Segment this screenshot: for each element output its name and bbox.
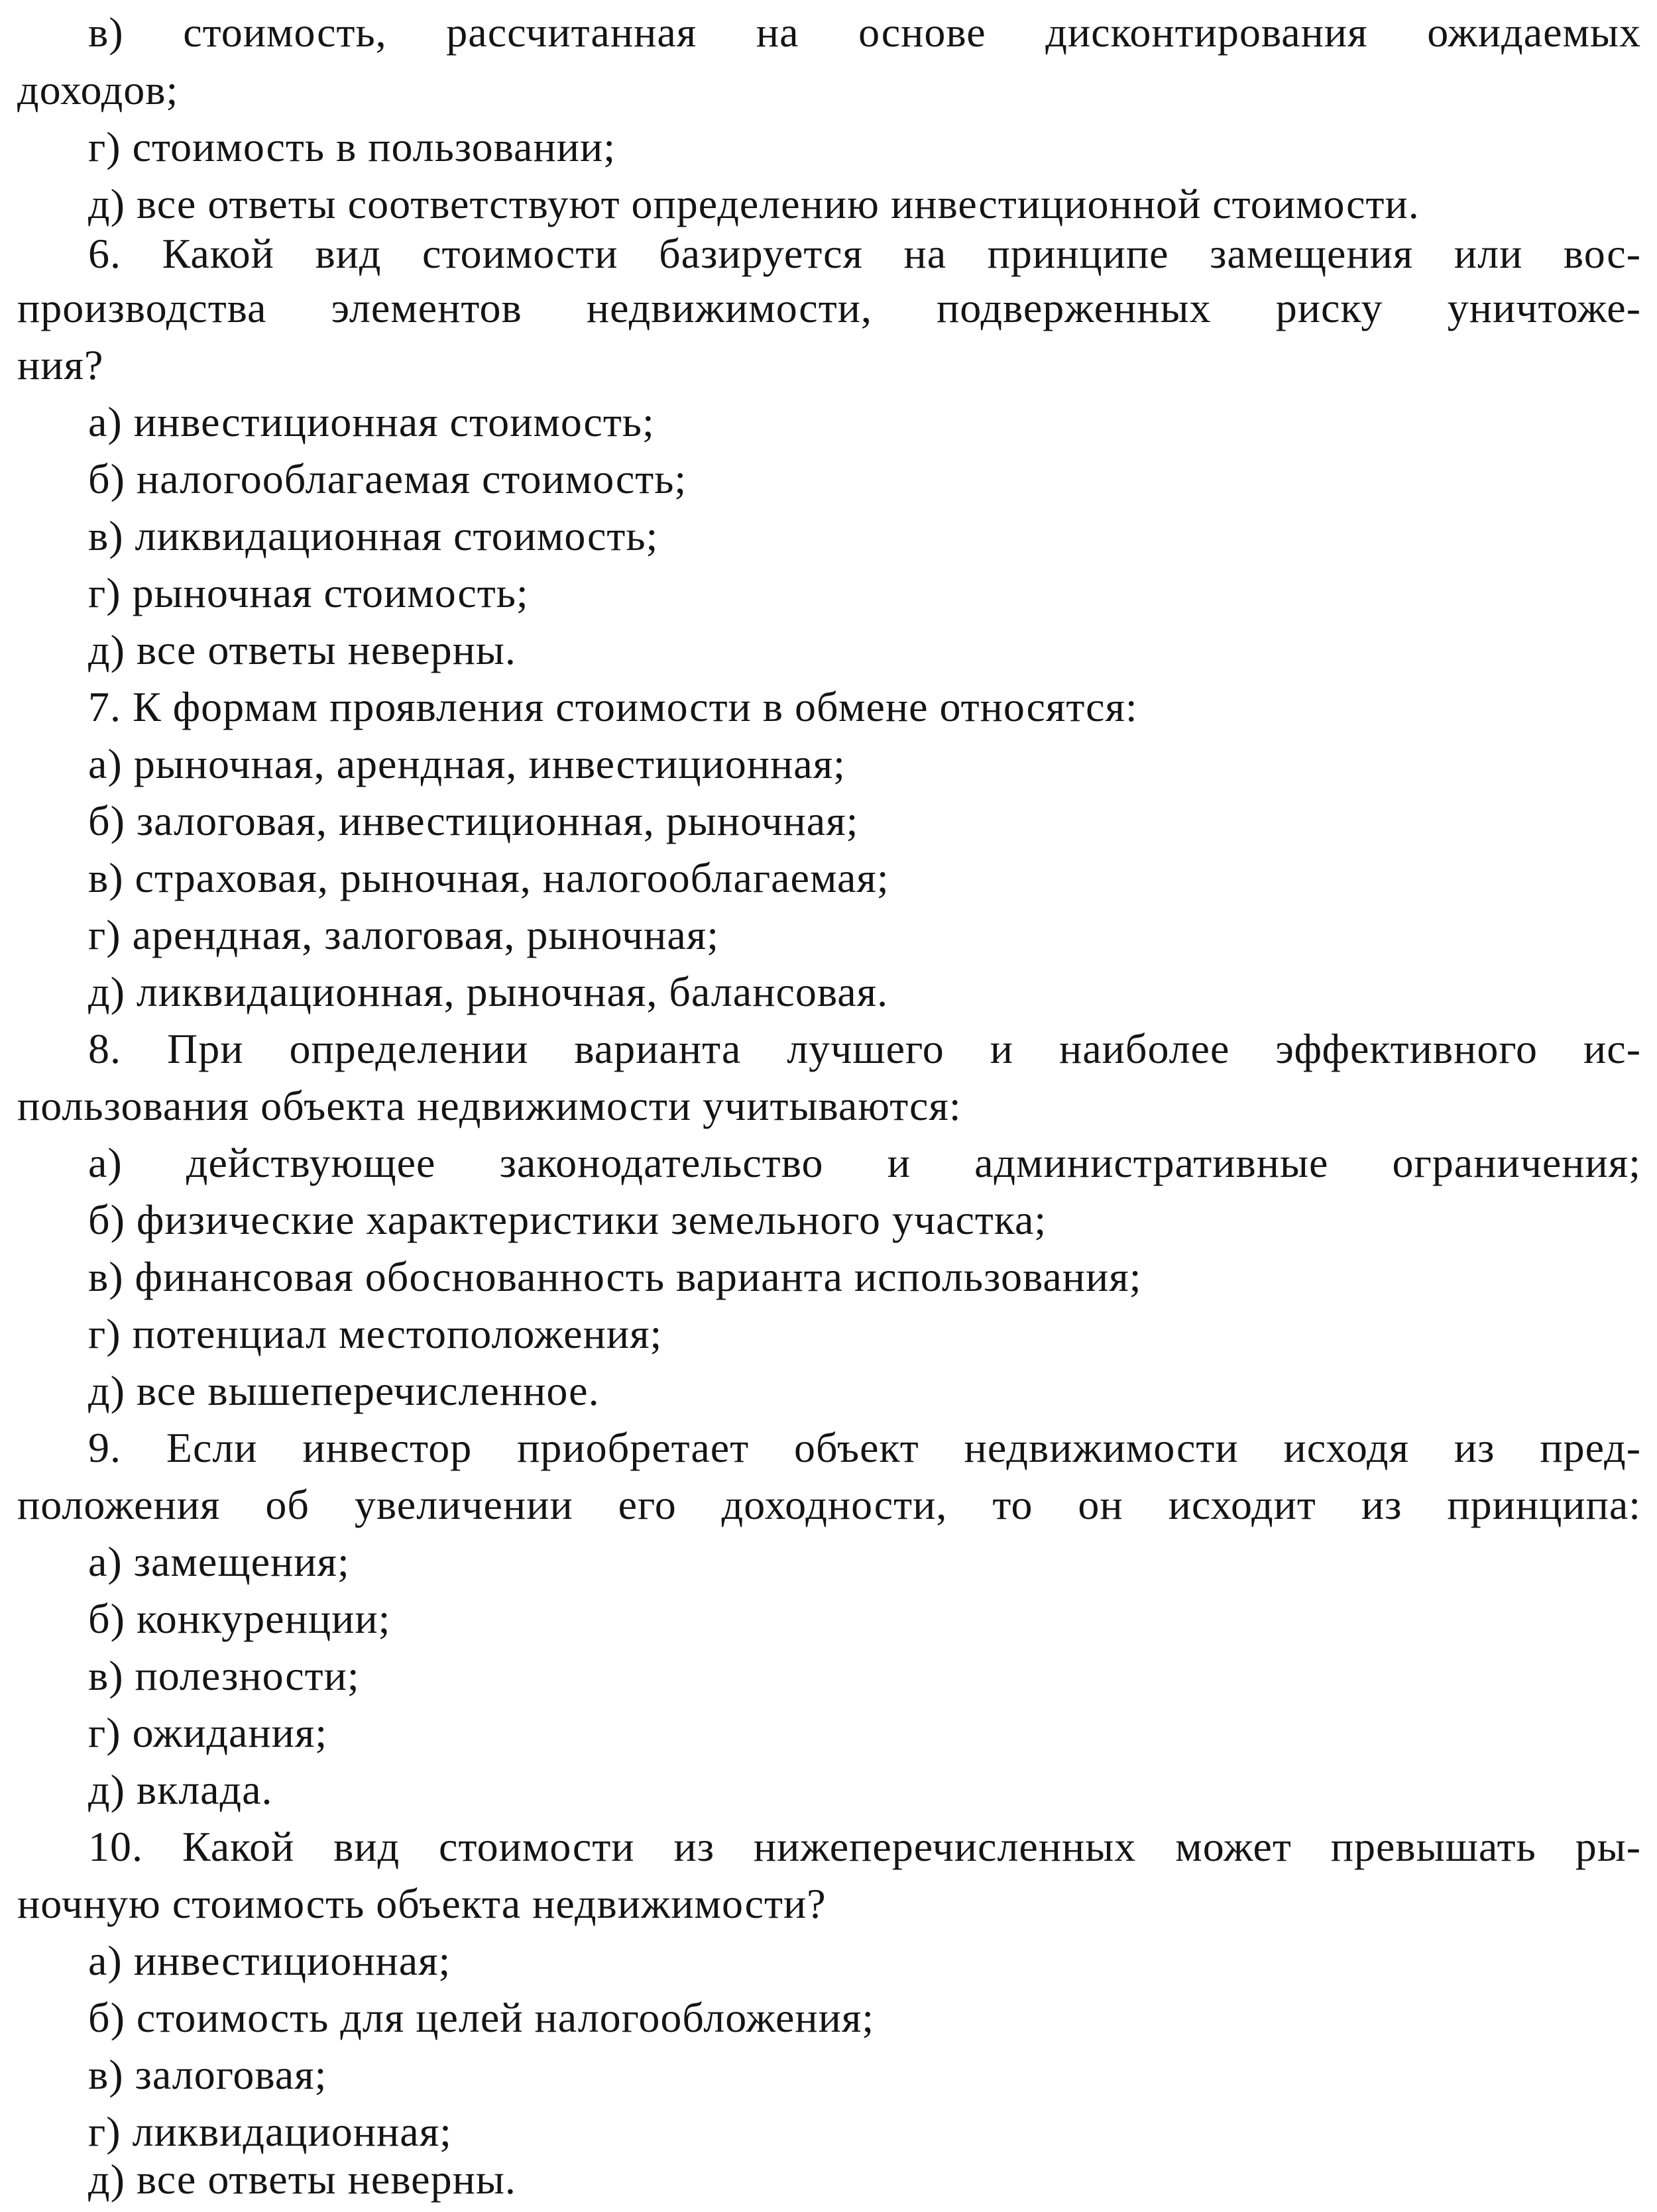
option-continued-v-line1: в) стоимость, рассчитанная на основе дисконтирования ожидаемых <box>88 9 1641 56</box>
question-6-option-g: г) рыночная стоимость; <box>88 569 529 616</box>
question-7-option-v: в) страховая, рыночная, налогооблагаемая; <box>88 854 889 901</box>
question-6-line3: ния? <box>17 341 104 388</box>
question-10-line1: 10. Какой вид стоимости из нижеперечисленных может превышать ры- <box>88 1823 1641 1870</box>
question-8-option-b: б) физические характеристики земельного участка; <box>88 1196 1047 1243</box>
question-8-line2: пользования объекта недвижимости учитываются: <box>17 1082 962 1129</box>
question-8-option-d: д) все вышеперечисленное. <box>88 1367 600 1414</box>
option-continued-v-line2: доходов; <box>17 66 179 113</box>
question-9-option-d: д) вклада. <box>88 1766 273 1813</box>
question-10-option-g: г) ликвидационная; <box>88 2108 452 2155</box>
question-6-option-b: б) налогооблагаемая стоимость; <box>88 455 687 502</box>
question-6-line1: 6. Какой вид стоимости базируется на принципе замещения или вос- <box>88 230 1641 277</box>
question-10-option-b: б) стоимость для целей налогообложения; <box>88 1994 875 2041</box>
question-6-option-d: д) все ответы неверны. <box>88 626 516 673</box>
question-8-option-a: а) действующее законодательство и административные ограничения; <box>88 1139 1641 1186</box>
question-9-option-v: в) полезности; <box>88 1652 360 1699</box>
question-6-option-a: а) инвестиционная стоимость; <box>88 398 655 445</box>
question-10-option-v: в) залоговая; <box>88 2051 327 2098</box>
question-9-option-b: б) конкуренции; <box>88 1595 391 1642</box>
option-continued-g: г) стоимость в пользовании; <box>88 123 616 170</box>
question-6-option-v: в) ликвидационная стоимость; <box>88 512 659 559</box>
question-10-option-a: а) инвестиционная; <box>88 1937 451 1984</box>
question-7-option-b: б) залоговая, инвестиционная, рыночная; <box>88 797 859 844</box>
question-9-line2: положения об увеличении его доходности, то он исходит из принципа: <box>17 1481 1641 1528</box>
question-8-option-v: в) финансовая обоснованность варианта использования; <box>88 1253 1142 1300</box>
question-9-option-g: г) ожидания; <box>88 1709 328 1756</box>
option-continued-d: д) все ответы соответствуют определению инвестиционной стоимости. <box>88 180 1420 227</box>
question-7-line1: 7. К формам проявления стоимости в обмене относятся: <box>88 683 1138 730</box>
question-6-line2: производства элементов недвижимости, подверженных риску уничтоже- <box>17 284 1641 331</box>
question-7-option-g: г) арендная, залоговая, рыночная; <box>88 911 719 958</box>
question-10-option-d: д) все ответы неверны. <box>88 2156 516 2203</box>
question-8-line1: 8. При определении варианта лучшего и наиболее эффективного ис- <box>88 1025 1641 1072</box>
question-9-line1: 9. Если инвестор приобретает объект недвижимости исходя из пред- <box>88 1424 1641 1471</box>
question-10-line2: ночную стоимость объекта недвижимости? <box>17 1880 827 1927</box>
question-7-option-a: а) рыночная, арендная, инвестиционная; <box>88 740 846 787</box>
question-8-option-g: г) потенциал местоположения; <box>88 1310 663 1357</box>
question-7-option-d: д) ликвидационная, рыночная, балансовая. <box>88 968 889 1015</box>
question-9-option-a: а) замещения; <box>88 1538 350 1585</box>
